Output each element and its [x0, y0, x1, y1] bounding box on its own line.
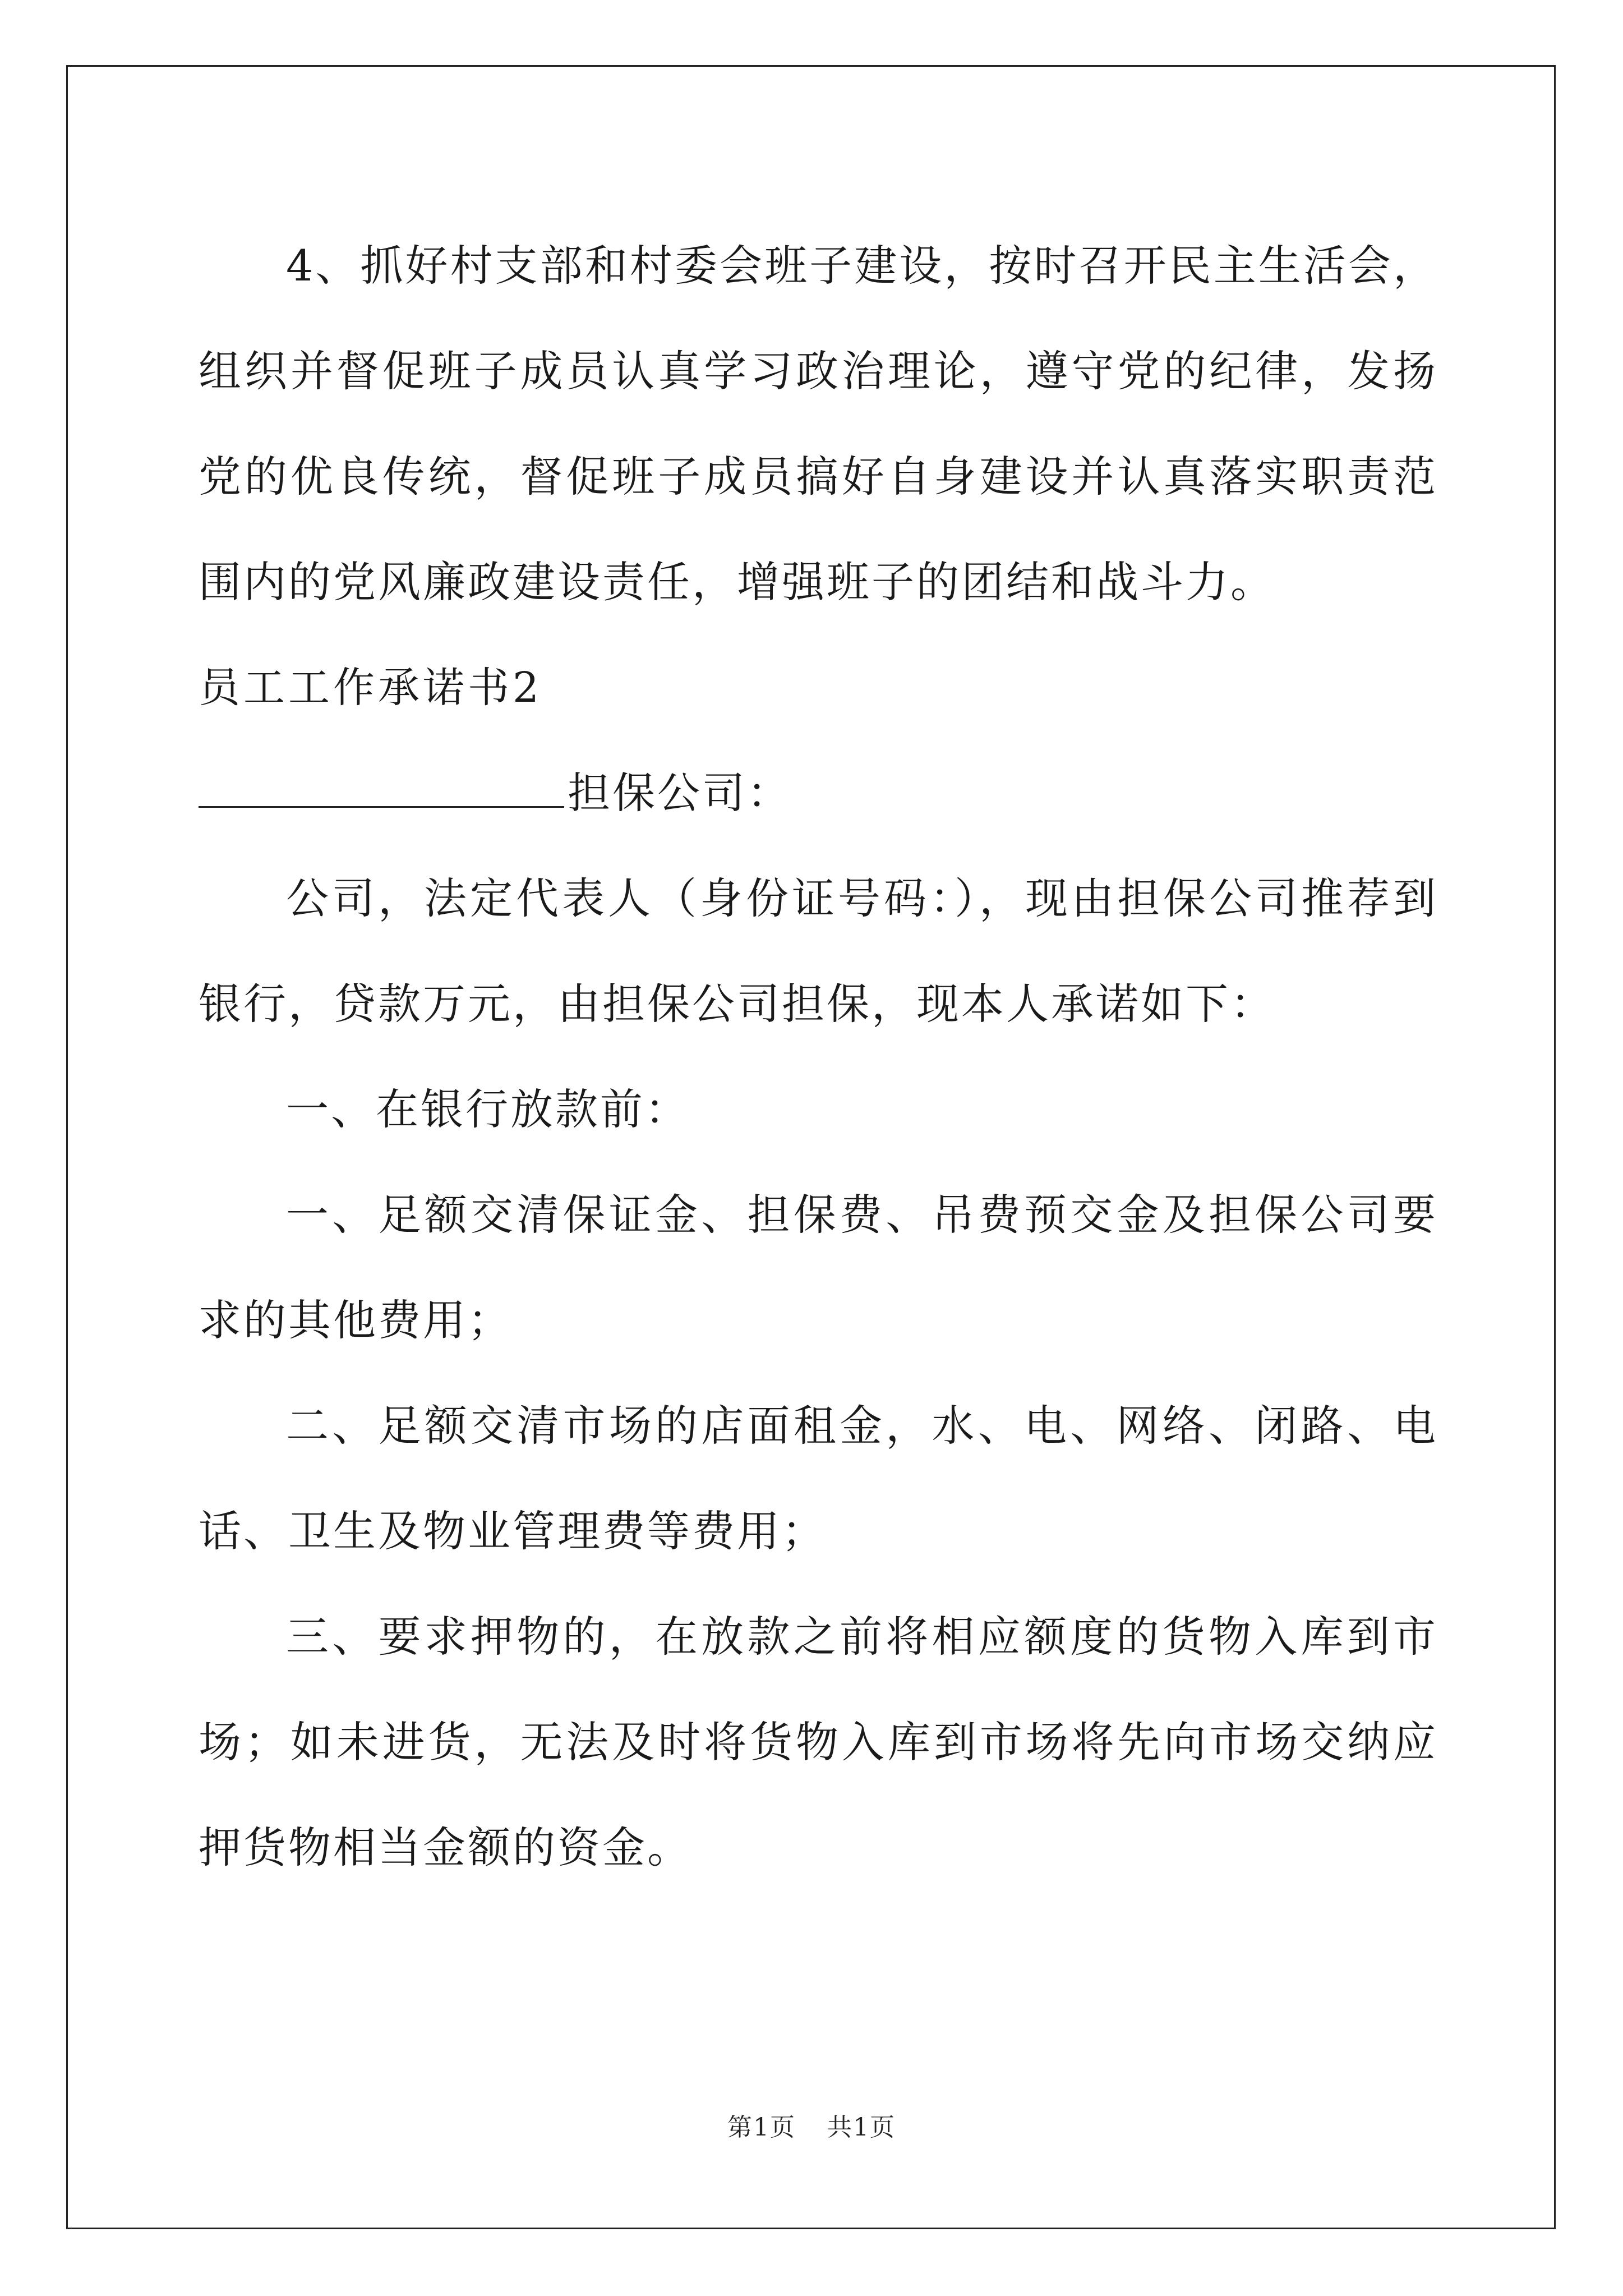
document-title: 员工工作承诺书2 [199, 664, 543, 712]
paragraph-commitment-intro: 公司，法定代表人（身份证号码：），现由担保公司推荐到银行，贷款万元，由担保公司担保，现本人承诺如下： [199, 873, 1438, 1029]
page-footer [0, 2107, 1623, 2143]
recipient-line [199, 740, 1438, 846]
blank-fill-line [199, 770, 564, 808]
paragraph-item-two: 二、足额交清市场的店面租金，水、电、网络、闭路、电话、卫生及物业管理费等费用； [199, 1401, 1438, 1556]
intro-paragraph: 4、抓好村支部和村委会班子建设，按时召开民主生活会，组织并督促班子成员认真学习政治理论，遵守党的纪律，发扬党的优良传统，督促班子成员搞好自身建设并认真落实职责范围内的党风廉政建设责任，增强班子的团结和战斗力。 [199, 241, 1438, 607]
page-number-current: 第1页 [727, 2113, 796, 2142]
recipient-suffix: 担保公司： [568, 768, 792, 818]
paragraph-section-one: 一、在银行放款前： [286, 1084, 690, 1134]
paragraph-item-one: 一、足额交清保证金、担保费、吊费预交金及担保公司要求的其他费用； [199, 1190, 1438, 1345]
paragraph-item-three: 三、要求押物的，在放款之前将相应额度的货物入库到市场；如未进货，无法及时将货物入库到市场将先向市场交纳应押货物相当金额的资金。 [199, 1612, 1438, 1872]
page-number-total: 共1页 [827, 2113, 896, 2142]
document-body [199, 213, 1438, 1901]
